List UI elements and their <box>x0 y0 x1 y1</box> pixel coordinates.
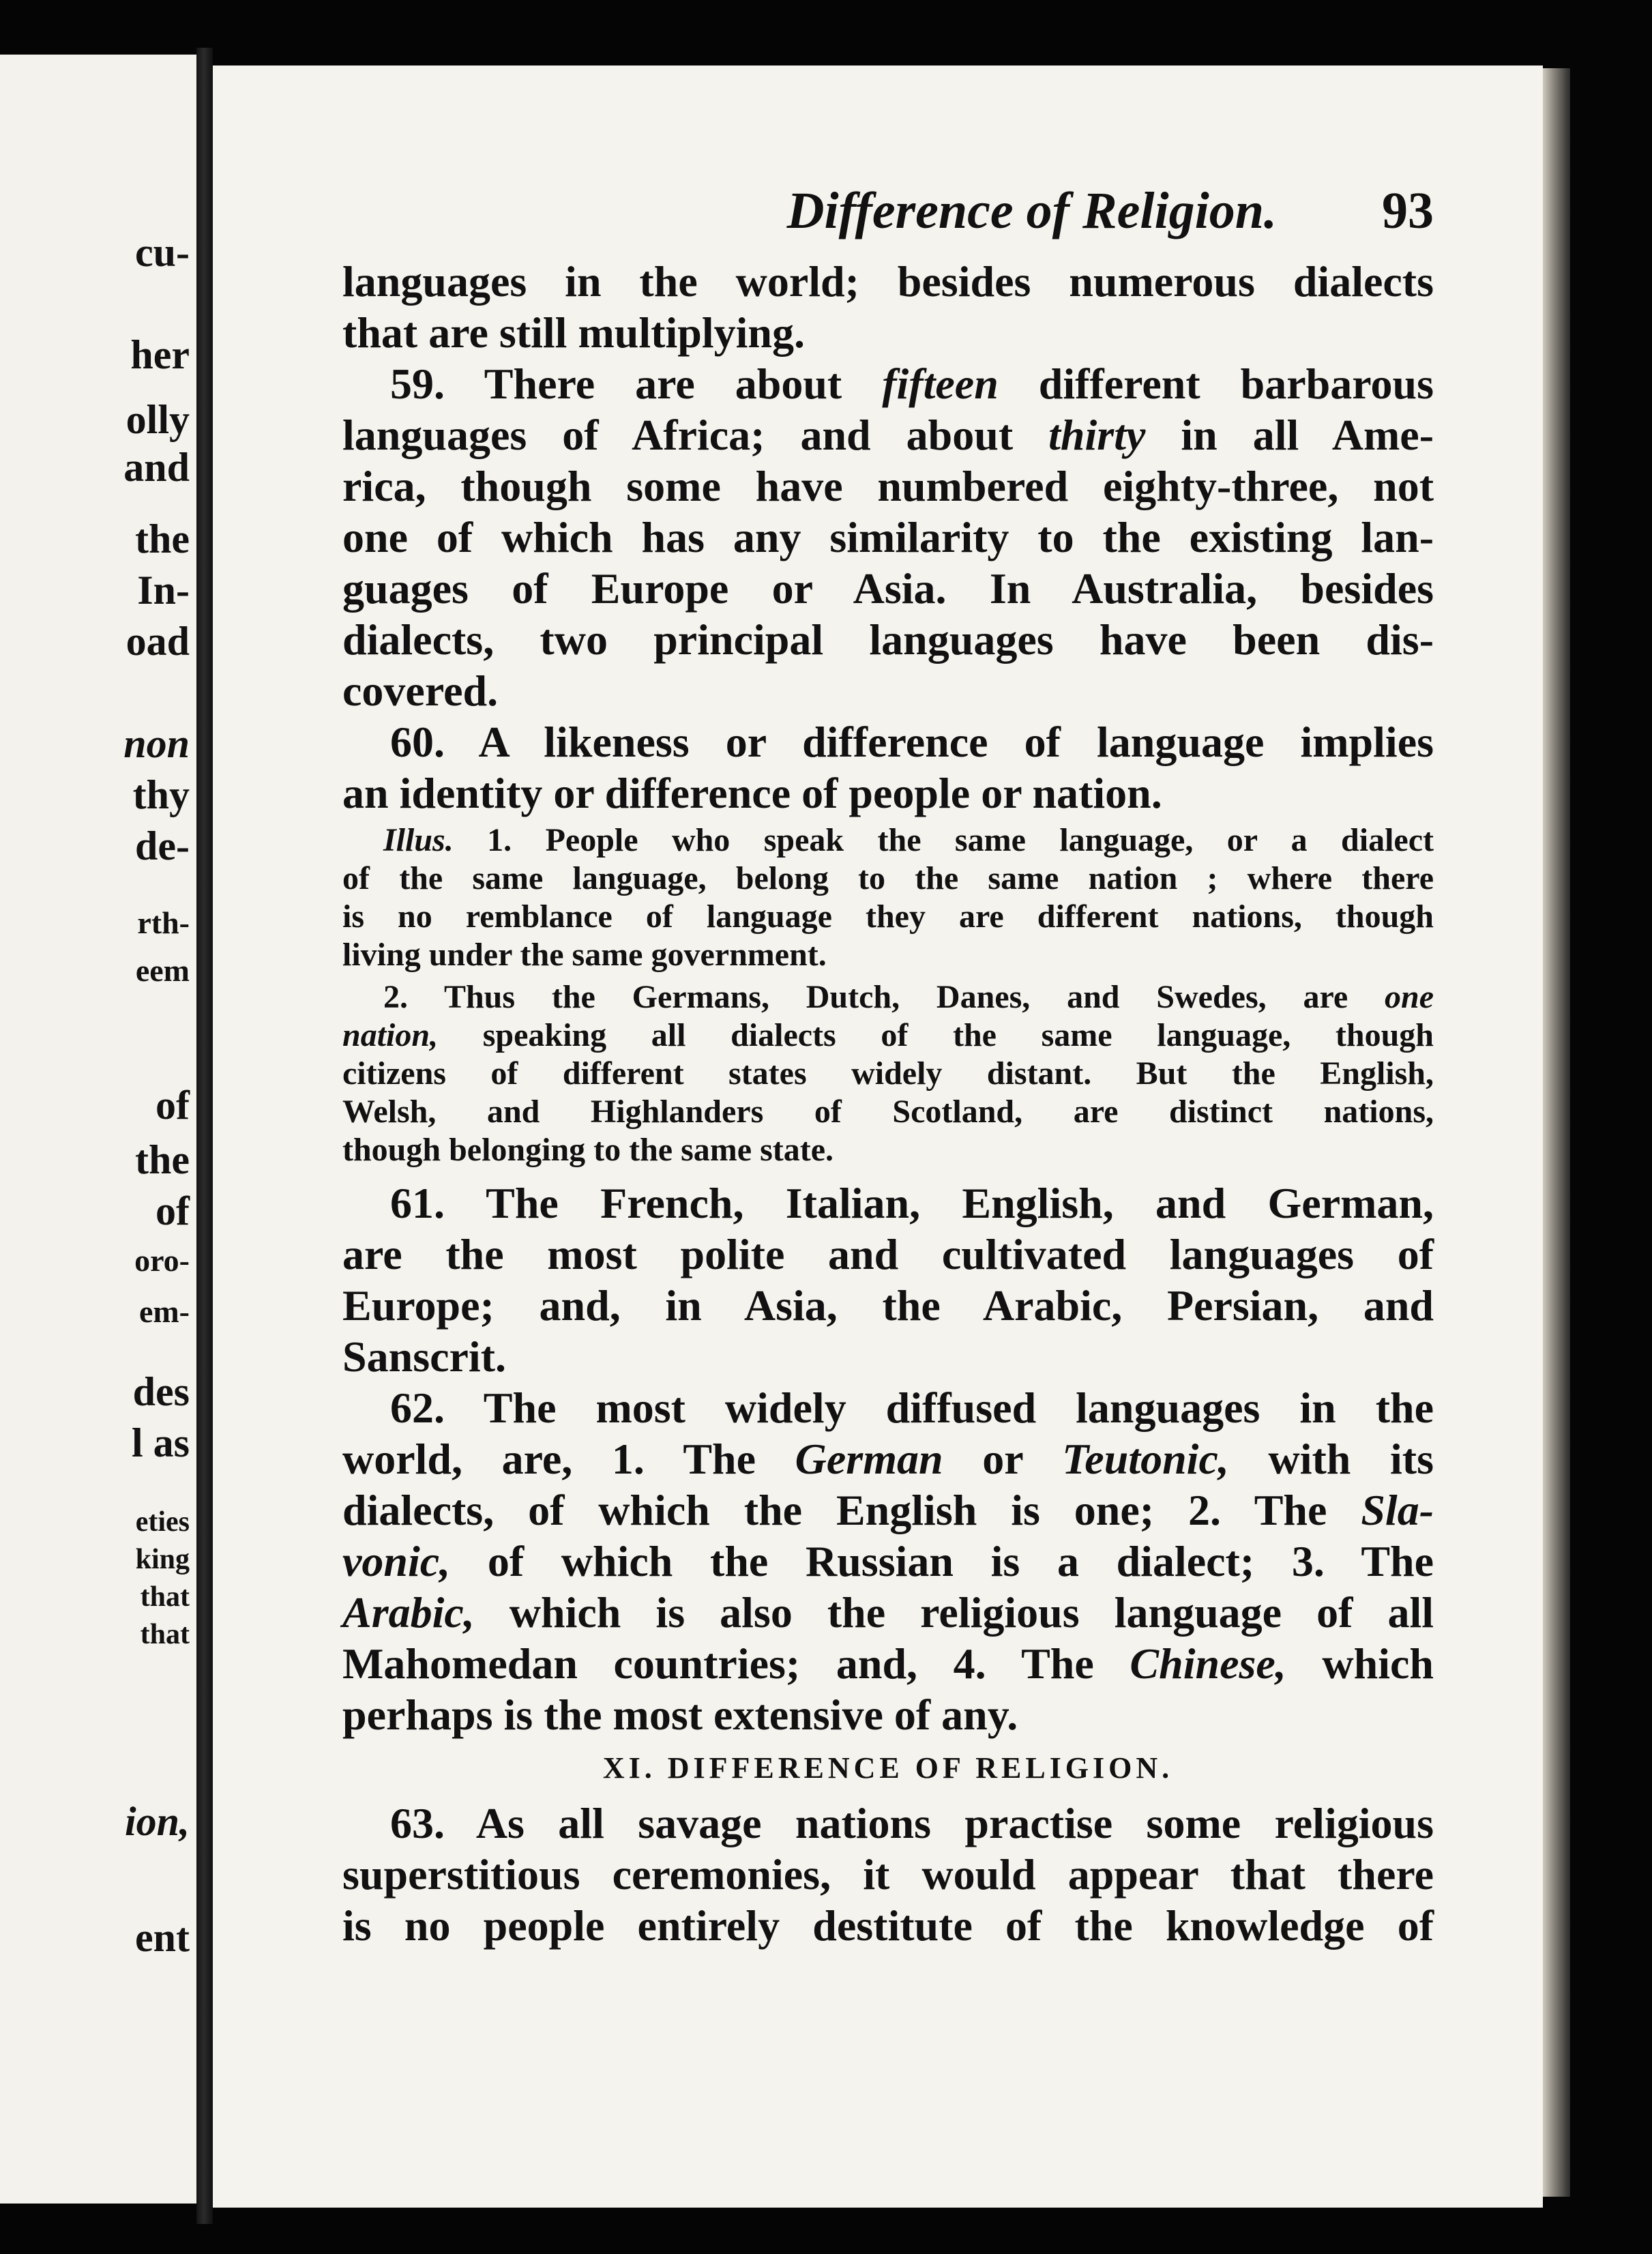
illustration-line: is no remblance of language they are different nations, though <box>342 898 1434 935</box>
facing-page-fragment: that <box>140 1619 190 1650</box>
facing-page-fragment: king <box>135 1544 190 1575</box>
facing-page-fragment: the <box>135 1137 190 1182</box>
facing-page-fragment: em- <box>138 1294 190 1329</box>
facing-page-fragment: rth- <box>137 905 190 940</box>
text-line: dialects, two principal languages have been dis- <box>342 615 1434 664</box>
facing-page-edge <box>0 55 196 2204</box>
text-line: superstitious ceremonies, it would appear that there <box>342 1850 1434 1899</box>
text-line: rica, though some have numbered eighty-three, not <box>342 462 1434 510</box>
facing-page-fragment: ent <box>135 1915 190 1960</box>
text-line: Sanscrit. <box>342 1332 506 1381</box>
text-line: Mahomedan countries; and, 4. The Chinese, which <box>342 1639 1434 1688</box>
text-line: is no people entirely destitute of the knowledge of <box>342 1901 1434 1950</box>
running-head-title: Difference of Religion. <box>786 182 1277 239</box>
facing-page-fragment: cu- <box>135 230 190 275</box>
paragraph-62-line: 62. The most widely diffused languages in the <box>390 1384 1434 1432</box>
facing-page-fragment: eties <box>135 1506 190 1538</box>
facing-page-fragment: and <box>123 445 190 490</box>
paragraph-61-line: 61. The French, Italian, English, and German, <box>390 1179 1434 1227</box>
text-line: guages of Europe or Asia. In Australia, besides <box>342 564 1434 613</box>
illustration-line: 2. Thus the Germans, Dutch, Danes, and Swedes, are one <box>383 979 1434 1015</box>
section-heading: XI. DIFFERENCE OF RELIGION. <box>602 1751 1174 1785</box>
text-line: languages in the world; besides numerous dialects <box>342 257 1434 306</box>
facing-page-fragment: of <box>156 1188 190 1233</box>
facing-page-fragment: oad <box>126 619 190 664</box>
facing-page-fragment: ion, <box>124 1799 190 1844</box>
illustration-line: Welsh, and Highlanders of Scotland, are distinct nations, <box>342 1094 1434 1130</box>
paragraph-60-line: 60. A likeness or difference of language implies <box>390 718 1434 766</box>
book-page <box>213 65 1543 2208</box>
facing-page-fragment: oro- <box>134 1243 190 1278</box>
text-line: an identity or difference of people or nation. <box>342 769 1162 817</box>
illustration-line: though belonging to the same state. <box>342 1132 834 1168</box>
text-line: are the most polite and cultivated languages of <box>342 1230 1434 1278</box>
illustration-line: nation, speaking all dialects of the same language, though <box>342 1017 1434 1053</box>
text-line: one of which has any similarity to the existing lan- <box>342 513 1434 561</box>
facing-page-fragment: l as <box>131 1420 190 1465</box>
illustration-line: living under the same government. <box>342 937 827 973</box>
facing-page-fragment: thy <box>132 772 190 817</box>
text-line: Arabic, which is also the religious language of all <box>342 1588 1434 1637</box>
paragraph-63-line: 63. As all savage nations practise some religious <box>390 1799 1434 1847</box>
facing-page-fragment: non <box>123 721 190 766</box>
illustration-line: citizens of different states widely distant. But the English, <box>342 1055 1434 1092</box>
facing-page-fragment: of <box>156 1083 190 1128</box>
book-gutter <box>196 48 213 2224</box>
text-line: languages of Africa; and about thirty in all Ame- <box>342 411 1434 459</box>
illustration-line: Illus. 1. People who speak the same language, or a dialect <box>383 822 1434 858</box>
facing-page-fragment: de- <box>135 823 190 868</box>
facing-page-fragment: olly <box>126 397 190 442</box>
facing-page-fragment: her <box>130 332 190 377</box>
text-line: Europe; and, in Asia, the Arabic, Persian, and <box>342 1281 1434 1330</box>
facing-page-fragment: des <box>132 1369 190 1414</box>
text-line: dialects, of which the English is one; 2. The Sla- <box>342 1486 1434 1534</box>
illustration-line: of the same language, belong to the same nation ; where there <box>342 860 1434 896</box>
text-line: world, are, 1. The German or Teutonic, with its <box>342 1435 1434 1483</box>
paragraph-59-line: 59. There are about fifteen different barbarous <box>390 360 1434 408</box>
text-line: perhaps is the most extensive of any. <box>342 1690 1018 1739</box>
page-fore-edge <box>1543 68 1570 2197</box>
text-line: that are still multiplying. <box>342 308 805 357</box>
facing-page-fragment: eem <box>135 953 190 988</box>
text-line: covered. <box>342 667 499 715</box>
facing-page-fragment: the <box>135 516 190 561</box>
facing-page-fragment: In- <box>137 568 190 613</box>
text-line: vonic, of which the Russian is a dialect; 3. The <box>342 1537 1434 1585</box>
facing-page-fragment: that <box>140 1581 190 1613</box>
running-head <box>342 181 1434 243</box>
page-number: 93 <box>1382 182 1434 239</box>
